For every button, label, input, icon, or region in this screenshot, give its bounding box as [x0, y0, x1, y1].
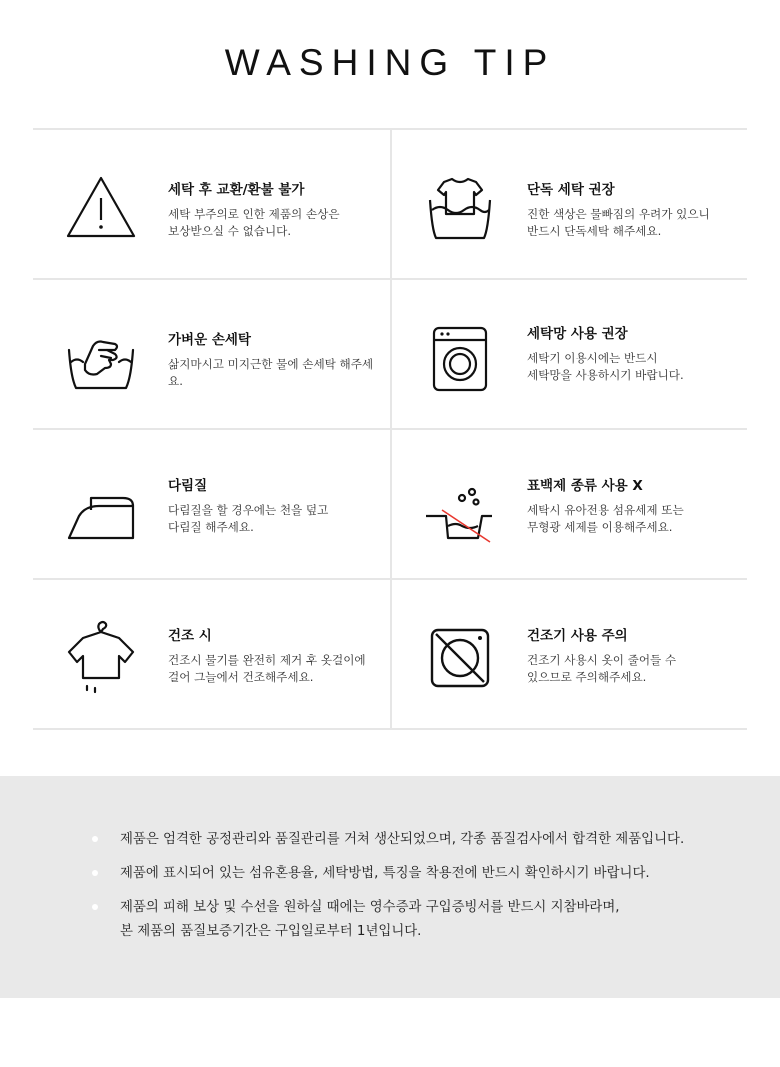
- hand-wash-icon: [63, 320, 139, 396]
- tip-description: 세탁시 유아전용 섬유세제 또는 무형광 세제를 이용해주세요.: [527, 503, 684, 534]
- bullet-icon: [92, 904, 98, 910]
- tip-title: 단독 세탁 권장: [527, 182, 615, 198]
- tip-description: 진한 색상은 물빠짐의 우려가 있으니 반드시 단독세탁 해주세요.: [527, 207, 710, 238]
- bullet-icon: [92, 870, 98, 876]
- notice-box: [0, 776, 780, 998]
- notice-text: 제품은 엄격한 공정관리와 품질관리를 거쳐 생산되었으며, 각종 품질검사에서 합격한 제품입니다.: [120, 832, 685, 847]
- washing-machine-icon: [422, 320, 498, 396]
- no-tumble-dry-icon: [422, 620, 498, 696]
- tshirt-washtub-icon: [422, 170, 498, 246]
- tip-title: 다림질: [168, 478, 208, 494]
- page-title: WASHING TIP: [224, 42, 556, 83]
- notice-text: 제품에 표시되어 있는 섬유혼용율, 세탁방법, 특징을 착용전에 반드시 확인하시기 바랍니다.: [120, 866, 650, 881]
- tip-description: 세탁 부주의로 인한 제품의 손상은 보상받으실 수 없습니다.: [168, 207, 340, 238]
- tip-title: 건조 시: [168, 628, 212, 644]
- tip-title: 표백제 종류 사용 X: [527, 478, 643, 494]
- bullet-icon: [92, 836, 98, 842]
- hanging-shirt-icon: [63, 616, 139, 692]
- warning-icon: [63, 170, 139, 246]
- notice-item: [90, 896, 760, 944]
- tip-card-drying: [33, 580, 390, 730]
- iron-icon: [63, 470, 139, 546]
- tip-card-hand-wash: [33, 280, 390, 430]
- tip-description: 세탁기 이용시에는 반드시 세탁망을 사용하시기 바랍니다.: [527, 351, 684, 382]
- tip-card-wash-separately: [392, 130, 749, 280]
- tip-title: 가벼운 손세탁: [168, 332, 251, 348]
- tip-description: 삶지마시고 미지근한 물에 손세탁 해주세요.: [168, 357, 374, 388]
- tip-card-dryer-caution: [392, 580, 749, 730]
- tip-description: 다림질을 할 경우에는 천을 덮고 다림질 해주세요.: [168, 503, 329, 534]
- notice-text: 제품의 피해 보상 및 수선을 원하실 때에는 영수증과 구입증빙서를 반드시 지참바라며, 본 제품의 품질보증기간은 구입일로부터 1년입니다.: [120, 900, 620, 939]
- tip-card-ironing: [33, 430, 390, 580]
- tip-description: 건조기 사용시 옷이 줄어들 수 있으므로 주의해주세요.: [527, 653, 677, 684]
- tip-card-no-refund: [33, 130, 390, 280]
- washing-tips-grid: [33, 128, 747, 732]
- tip-title: 세탁망 사용 권장: [527, 326, 628, 342]
- tip-card-no-bleach: [392, 430, 749, 580]
- notice-list: [90, 828, 760, 954]
- no-bleach-icon: [422, 470, 498, 546]
- tip-description: 건조시 물기를 완전히 제거 후 옷걸이에 걸어 그늘에서 건조해주세요.: [168, 653, 366, 684]
- tip-card-laundry-net: [392, 280, 749, 430]
- notice-item: [90, 828, 760, 852]
- tip-title: 세탁 후 교환/환불 불가: [168, 182, 305, 198]
- notice-item: [90, 862, 760, 886]
- tip-title: 건조기 사용 주의: [527, 628, 628, 644]
